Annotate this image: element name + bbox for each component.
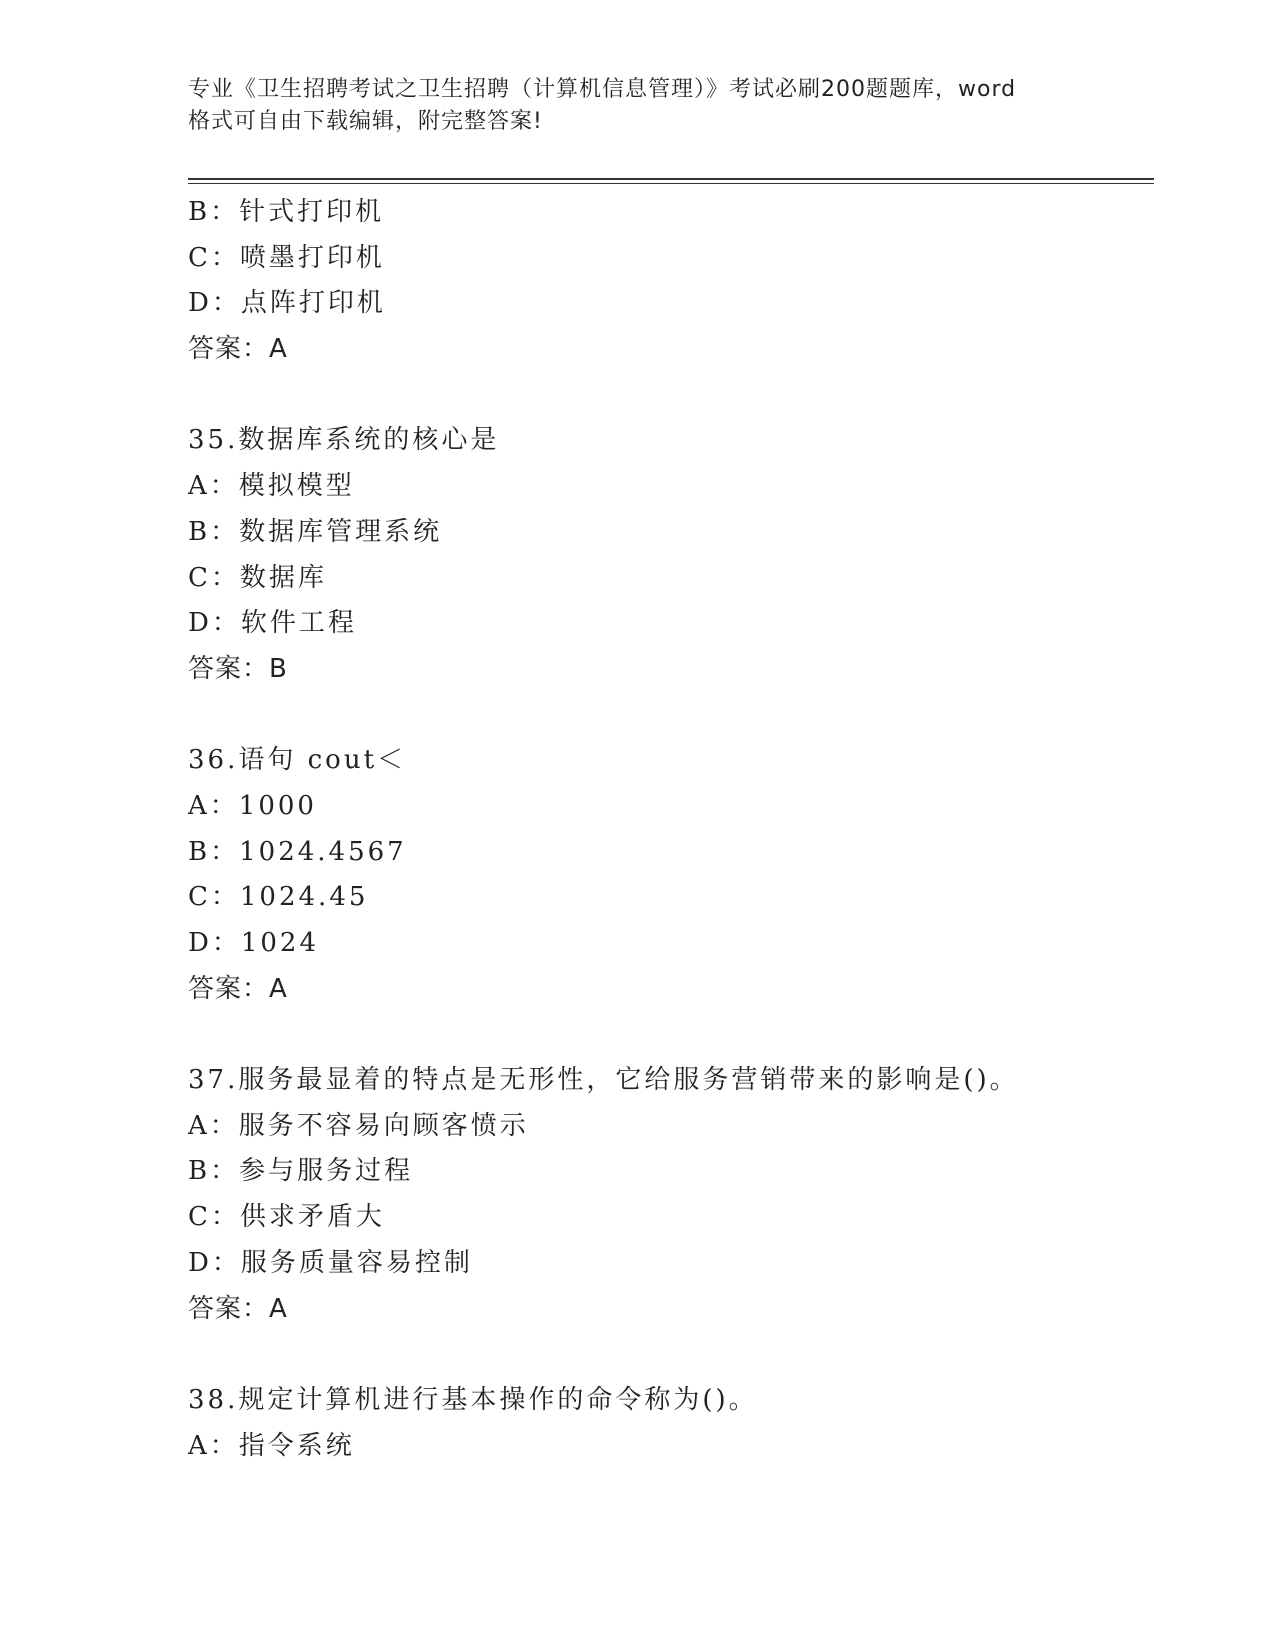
q37-option-c: C：供求矛盾大	[188, 1202, 385, 1233]
q35-question: 35.数据库系统的核心是	[188, 425, 500, 456]
q34-option-c: C：喷墨打印机	[188, 242, 385, 273]
header-rule-thick	[188, 178, 1154, 180]
q36-option-b: B：1024.4567	[188, 836, 407, 867]
q35-option-d: D：软件工程	[188, 608, 357, 639]
header-rule-thin	[188, 183, 1154, 184]
q35-option-c: C：数据库	[188, 562, 327, 593]
header-line-1: 专业《卫生招聘考试之卫生招聘（计算机信息管理）》考试必刷200题题库，word	[188, 77, 1017, 102]
q34-answer: 答案：A	[188, 334, 288, 365]
spacer	[188, 1012, 1148, 1058]
spacer	[188, 373, 1148, 419]
q37-option-b: B：参与服务过程	[188, 1156, 414, 1187]
q34-option-d: D：点阵打印机	[188, 288, 386, 319]
header-line-2: 格式可自由下载编辑，附完整答案!	[188, 109, 543, 134]
q38-option-a: A：指令系统	[188, 1430, 355, 1461]
q35-option-a: A：模拟模型	[188, 471, 355, 502]
q37-question: 37.服务最显着的特点是无形性，它给服务营销带来的影响是()。	[188, 1065, 1019, 1096]
q36-option-a: A：1000	[188, 790, 317, 821]
q38-question: 38.规定计算机进行基本操作的命令称为()。	[188, 1384, 758, 1415]
document-header	[188, 74, 1088, 138]
q36-question: 36.语句 cout＜	[188, 745, 407, 776]
q37-option-a: A：服务不容易向顾客愤示	[188, 1110, 529, 1141]
q37-answer: 答案：A	[188, 1293, 288, 1324]
q36-option-d: D：1024	[188, 928, 320, 958]
spacer	[188, 1332, 1148, 1378]
q35-answer: 答案：B	[188, 653, 288, 684]
q36-answer: 答案：A	[188, 973, 288, 1004]
spacer	[188, 693, 1148, 739]
q34-option-b: B：针式打印机	[188, 197, 385, 227]
q36-option-c: C：1024.45	[188, 882, 369, 913]
question-list	[188, 190, 1148, 1469]
q35-option-b: B：数据库管理系统	[188, 516, 443, 547]
q37-option-d: D：服务质量容易控制	[188, 1247, 473, 1278]
